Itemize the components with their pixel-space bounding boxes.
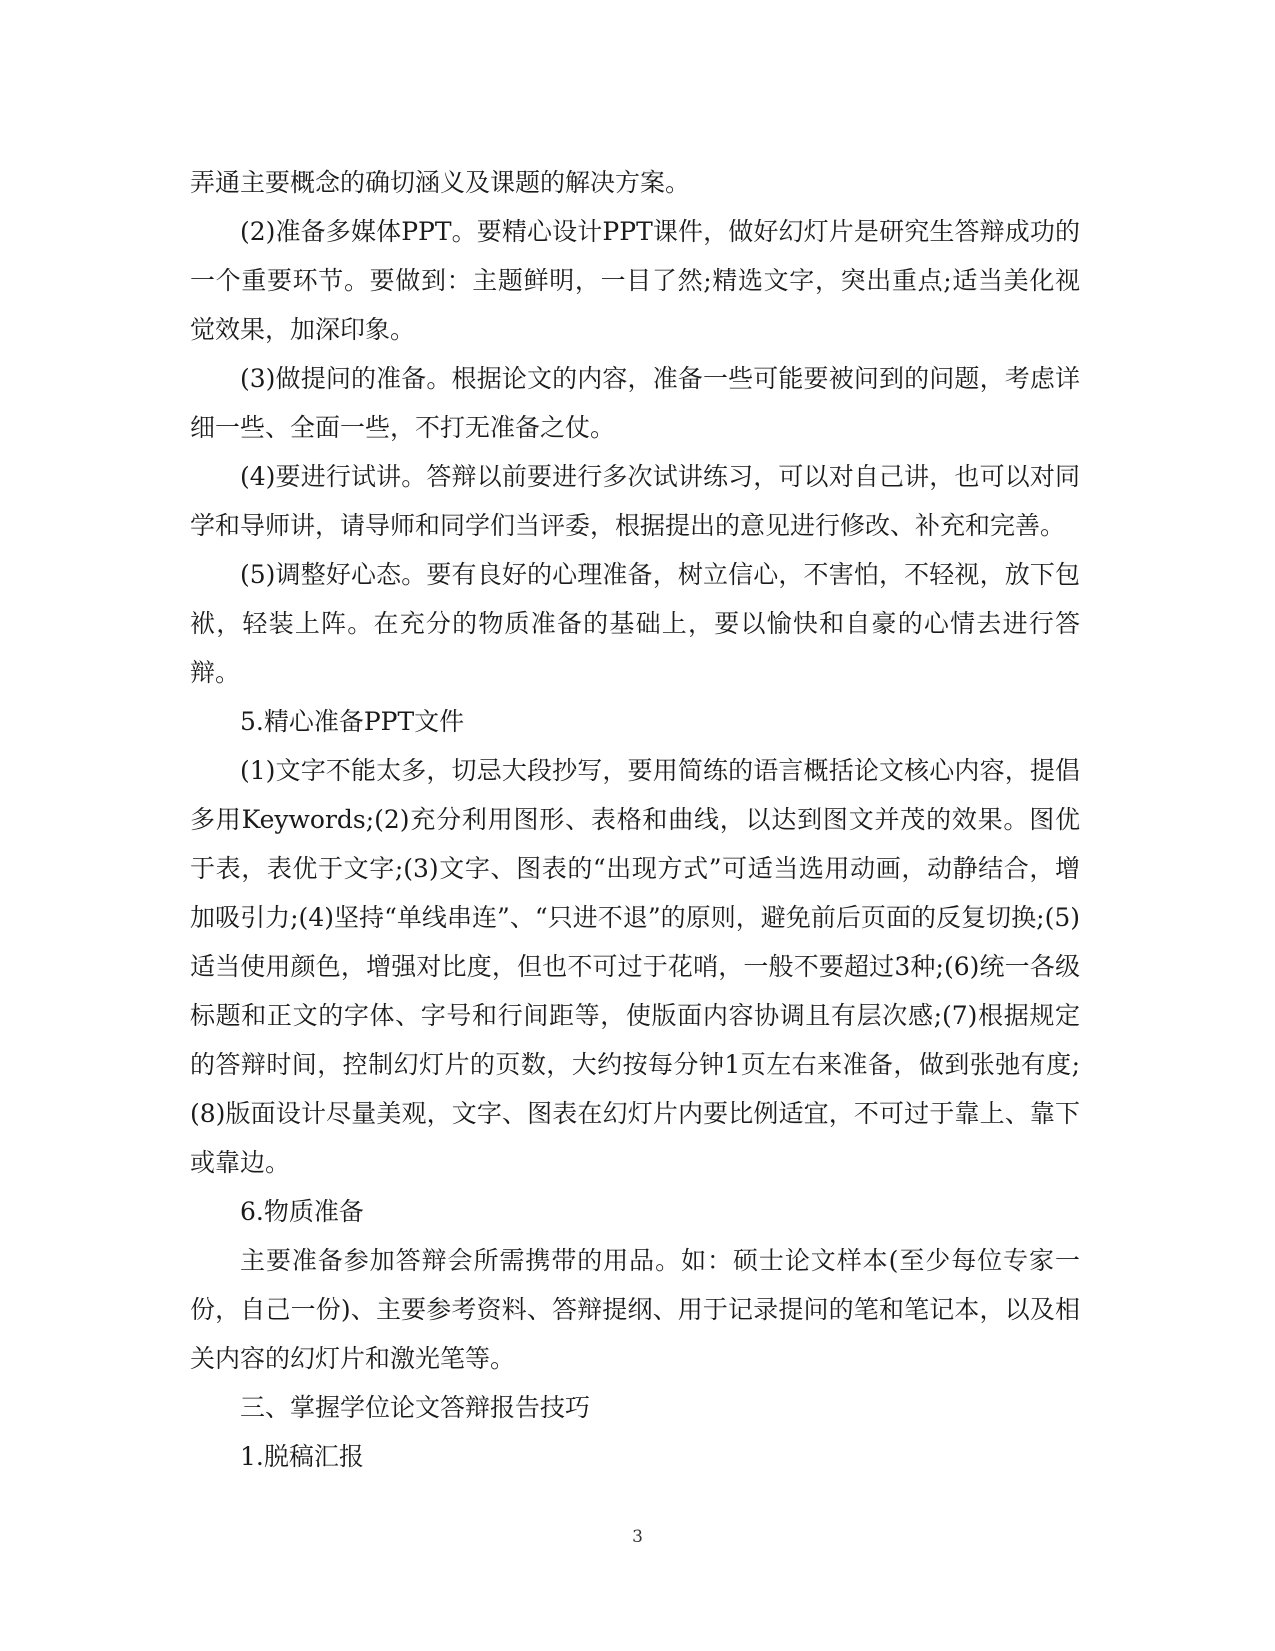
paragraph-5: (5)调整好心态。要有良好的心理准备，树立信心，不害怕，不轻视，放下包袱，轻装上阵。在充分的物质准备的基础上，要以愉快和自豪的心情去进行答辩。: [190, 560, 1080, 687]
page-number: 3: [632, 1527, 643, 1547]
section-heading-materials: 6.物质准备: [240, 1197, 364, 1226]
body-text: [190, 158, 1080, 1481]
paragraph-ppt-guidelines: (1)文字不能太多，切忌大段抄写，要用简练的语言概括论文核心内容，提倡多用Keywords;(2)充分利用图形、表格和曲线，以达到图文并茂的效果。图优于表，表优于文字;(3)文字、图表的“出现方式”可适当选用动画，动静结合，增加吸引力;(4)坚持“单线串连”、“只进不退”的原则，避免前后页面的反复切换;(5)适当使用颜色，增强对比度，但也不可过于花哨，一般不要超过3种;(6)统一各级标题和正文的字体、字号和行间距等，使版面内容协调且有层次感;(7)根据规定的答辩时间，控制幻灯片的页数，大约按每分钟1页左右来准备，做到张弛有度;(8)版面设计尽量美观，文字、图表在幻灯片内要比例适宜，不可过于靠上、靠下或靠边。: [190, 756, 1080, 1177]
section-heading-report: 1.脱稿汇报: [240, 1442, 364, 1471]
section-heading-ppt: 5.精心准备PPT文件: [240, 707, 465, 736]
paragraph-1: 弄通主要概念的确切涵义及课题的解决方案。: [190, 168, 691, 197]
paragraph-materials: 主要准备参加答辩会所需携带的用品。如：硕士论文样本(至少每位专家一份，自己一份)、主要参考资料、答辩提纲、用于记录提问的笔和笔记本，以及相关内容的幻灯片和激光笔等。: [190, 1246, 1080, 1373]
section-heading-skills: 三、掌握学位论文答辩报告技巧: [240, 1393, 591, 1422]
paragraph-2: (2)准备多媒体PPT。要精心设计PPT课件，做好幻灯片是研究生答辩成功的一个重要环节。要做到：主题鲜明，一目了然;精选文字，突出重点;适当美化视觉效果，加深印象。: [190, 217, 1080, 344]
paragraph-4: (4)要进行试讲。答辩以前要进行多次试讲练习，可以对自己讲，也可以对同学和导师讲，请导师和同学们当评委，根据提出的意见进行修改、补充和完善。: [190, 462, 1080, 540]
paragraph-3: (3)做提问的准备。根据论文的内容，准备一些可能要被问到的问题，考虑详细一些、全面一些，不打无准备之仗。: [190, 364, 1080, 442]
